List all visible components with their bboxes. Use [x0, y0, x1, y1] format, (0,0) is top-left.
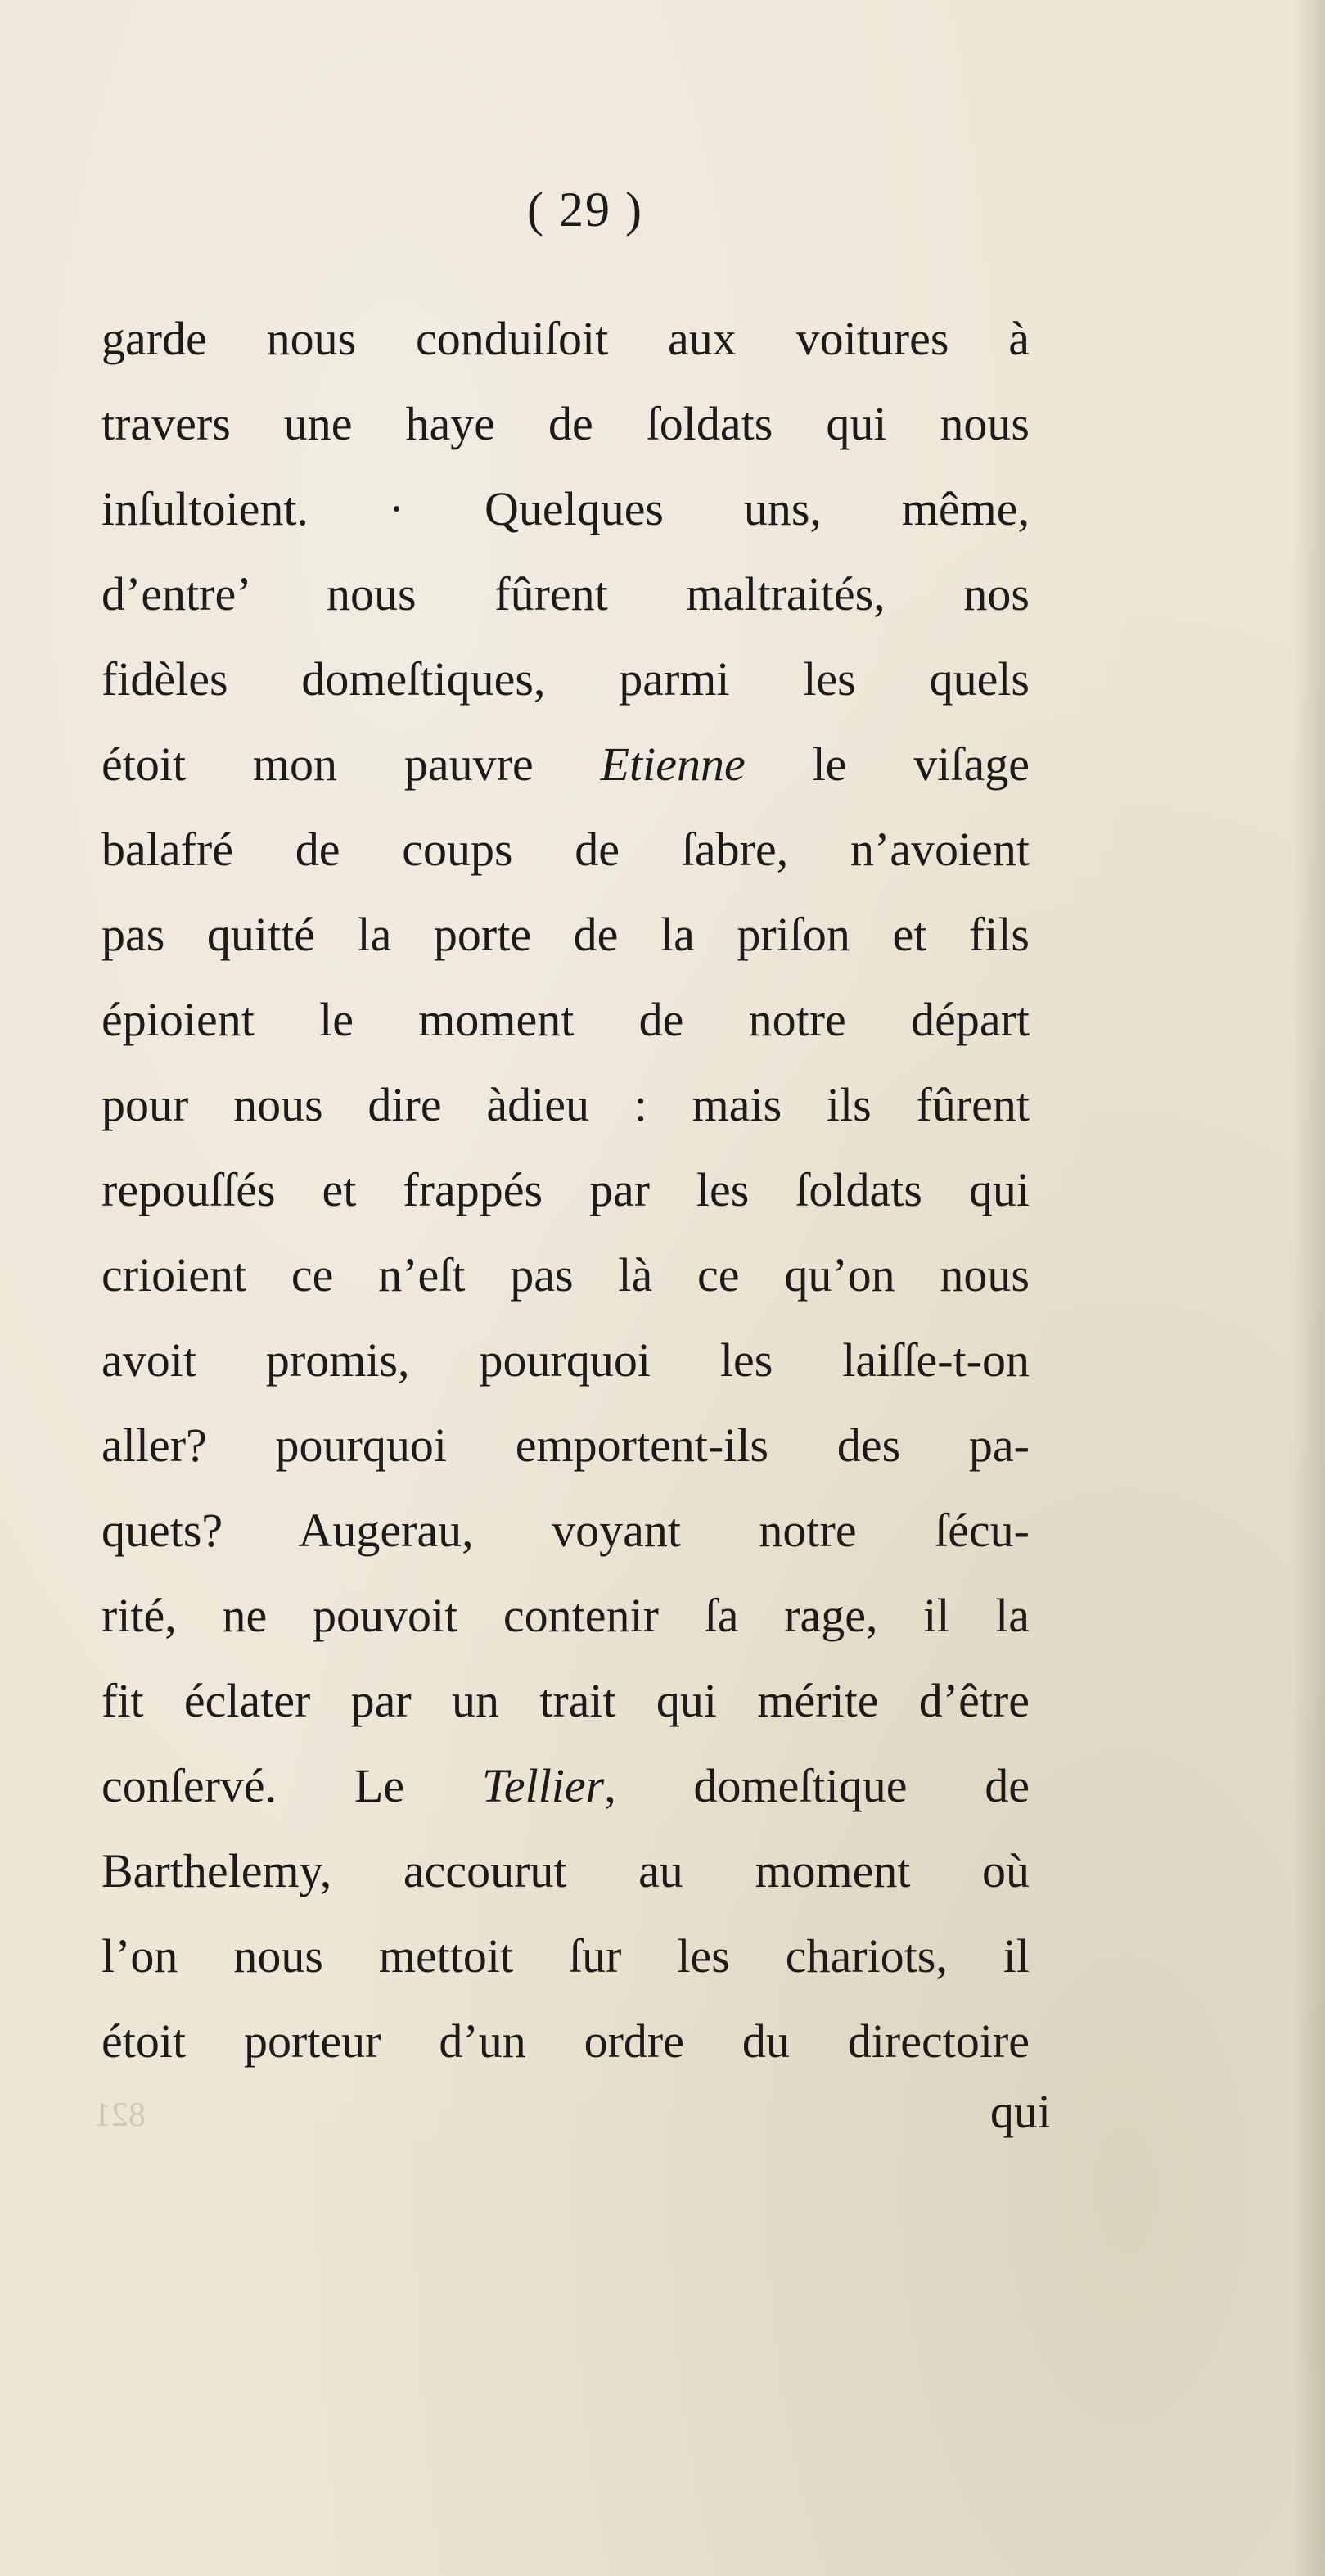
text-line: crioient ce n’eſt pas là ce qu’on nous — [101, 1248, 1030, 1302]
bleed-through-text: 821 — [94, 2096, 146, 2134]
text-line: fit éclater par un trait qui mérite d’être — [101, 1674, 1030, 1727]
text-line: quets? Augerau, voyant notre ſécu- — [101, 1504, 1030, 1557]
text-line: étoit porteur d’un ordre du directoire — [101, 2014, 1030, 2068]
italic-name: Tellier — [481, 1759, 605, 1812]
text-line: l’on nous mettoit ſur les chariots, il — [101, 1929, 1030, 1983]
text-line: garde nous conduiſoit aux voitures à — [101, 312, 1030, 365]
text-line: pour nous dire àdieu : mais ils fûrent — [101, 1078, 1030, 1131]
italic-name: Etienne — [600, 738, 746, 791]
page-number: ( 29 ) — [527, 183, 643, 237]
text-line: étoit mon pauvre Etienne le viſage — [101, 738, 1030, 791]
text-line: repouſſés et frappés par les ſoldats qui — [101, 1163, 1030, 1216]
body-text — [101, 296, 1030, 2084]
text-line: aller? pourquoi emportent-ils des pa- — [101, 1419, 1030, 1472]
text-line: fidèles domeſtiques, parmi les quels — [101, 652, 1030, 706]
catchword: qui — [989, 2085, 1051, 2138]
text-line: rité, ne pouvoit contenir ſa rage, il la — [101, 1589, 1030, 1642]
page-edge-shadow — [1292, 0, 1325, 2576]
text-line: pas quitté la porte de la priſon et fils — [101, 908, 1030, 961]
text-line: balafré de coups de ſabre, n’avoient — [101, 823, 1030, 876]
text-line: avoit promis, pourquoi les laiſſe-t-on — [101, 1333, 1030, 1387]
text-line: épioient le moment de notre départ — [101, 993, 1030, 1046]
text-line: conſervé. Le Tellier, domeſtique de — [101, 1759, 1030, 1812]
text-line: d’entre’ nous fûrent maltraités, nos — [101, 567, 1030, 620]
text-line: travers une haye de ſoldats qui nous — [101, 397, 1030, 450]
text-line: inſultoient. · Quelques uns, même, — [101, 482, 1030, 535]
text-line: Barthelemy, accourut au moment où — [101, 1844, 1030, 1897]
